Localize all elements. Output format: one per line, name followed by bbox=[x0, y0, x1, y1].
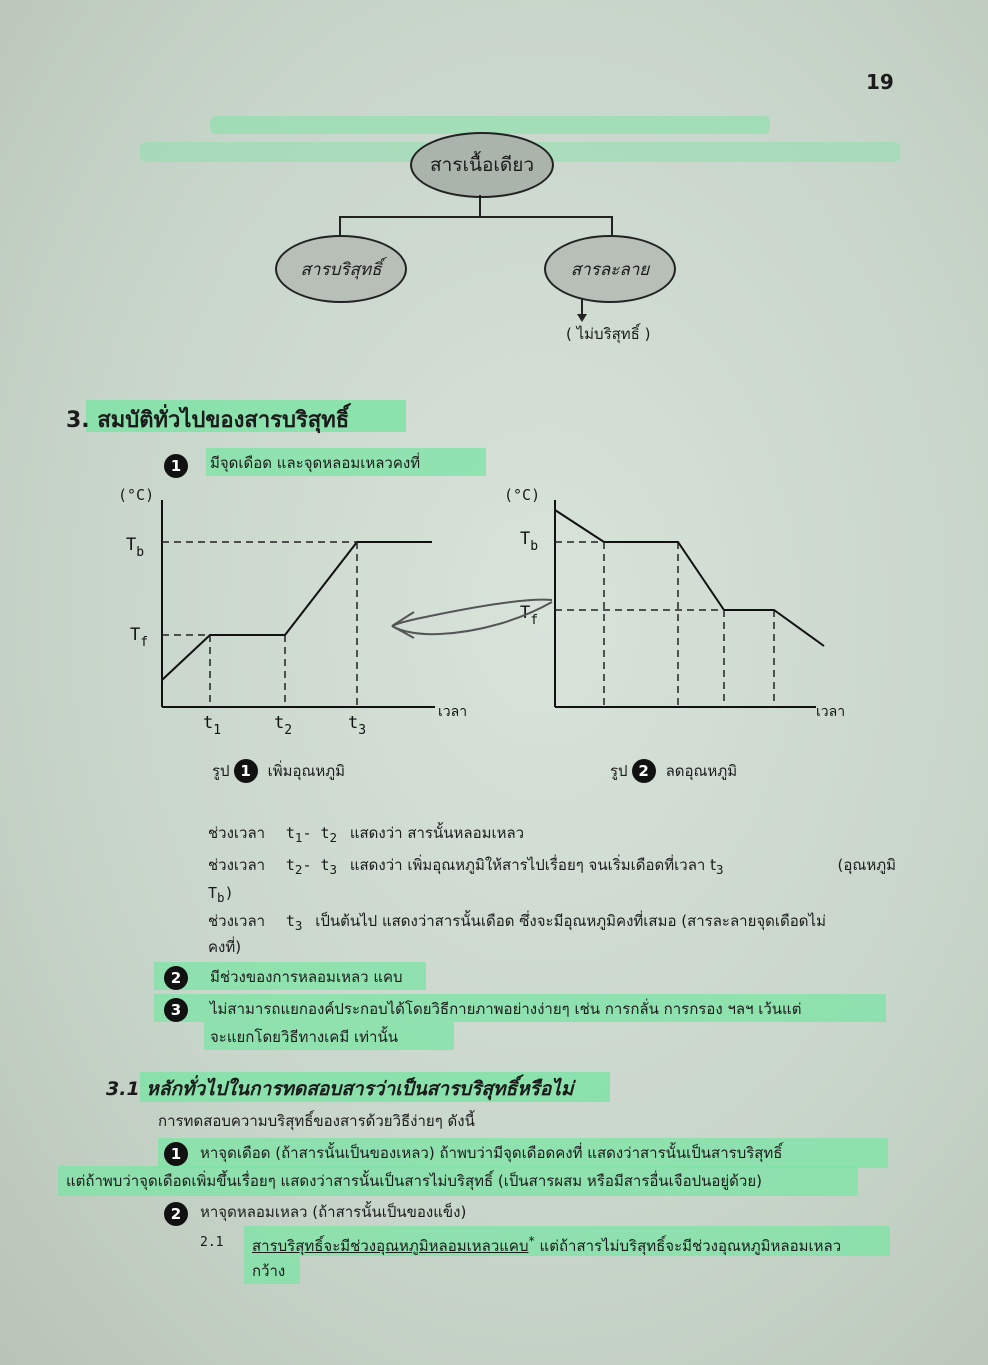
solution-node bbox=[544, 235, 676, 303]
arrow-down-icon bbox=[577, 314, 587, 322]
graph1-t2-label: $t_2$ bbox=[274, 713, 293, 738]
item1-text: มีจุดเดือด และจุดหลอมเหลวคงที่ bbox=[210, 454, 421, 472]
graph2-caption bbox=[610, 758, 737, 784]
explanation-line-1: ช่วงเวลา $t_1-$ $t_2$ แสดงว่า สารนั้นหลอมเหลว bbox=[208, 824, 525, 845]
graph1-t3-label: $t_3$ bbox=[348, 713, 367, 738]
root-node-label: สารเนื้อเดียว bbox=[430, 154, 534, 176]
p1-number: 1 bbox=[164, 1142, 188, 1166]
section31-heading: 3.1 หลักทั่วไปในการทดสอบสารว่าเป็นสารบริสุทธิ์หรือไม่ bbox=[106, 1078, 574, 1100]
graph2-tb-label: $T_b$ bbox=[520, 529, 539, 554]
item3-text-1: ไม่สามารถแยกองค์ประกอบได้โดยวิธีกายภาพอย่างง่ายๆ เช่น การกลั่น การกรอง ฯลฯ เว้นแต่ bbox=[210, 1000, 802, 1018]
connector-horizontal bbox=[339, 216, 613, 218]
graph1-caption-prefix: รูป bbox=[212, 762, 230, 780]
graph1-tf-label: $T_f$ bbox=[130, 625, 149, 650]
graph1-caption-number: 1 bbox=[234, 759, 258, 783]
graph2-y-unit: (°C) bbox=[504, 486, 541, 504]
pure-substance-label: สารบริสุทธิ์ bbox=[300, 259, 382, 280]
explanation-line-2b: $T_b$) bbox=[208, 884, 234, 905]
section3-heading: 3. สมบัติทั่วไปของสารบริสุทธิ์ bbox=[66, 408, 350, 433]
graph1-t1-label: $t_1$ bbox=[203, 713, 222, 738]
p21-text-2: กว้าง bbox=[252, 1262, 286, 1280]
root-node bbox=[410, 132, 554, 198]
solution-label: สารละลาย bbox=[570, 259, 650, 280]
p1-text-1: หาจุดเดือด (ถ้าสารนั้นเป็นของเหลว) ถ้าพบว่ามีจุดเดือดคงที่ แสดงว่าสารนั้นเป็นสารบริสุทธิ์ bbox=[200, 1144, 783, 1162]
handdrawn-arrow-icon bbox=[380, 590, 560, 650]
connector-vertical bbox=[479, 195, 481, 217]
graph1-caption-text: เพิ่มอุณหภูมิ bbox=[267, 762, 346, 780]
graph1-tb-label: $T_b$ bbox=[126, 535, 145, 560]
p2-text-1: หาจุดหลอมเหลว (ถ้าสารนั้นเป็นของแข็ง) bbox=[200, 1203, 467, 1221]
item3-number: 3 bbox=[164, 998, 188, 1022]
graph2-x-label: เวลา bbox=[816, 704, 846, 720]
graph1-caption bbox=[212, 758, 345, 784]
graph2-caption-prefix: รูป bbox=[610, 762, 628, 780]
item2-text: มีช่วงของการหลอมเหลว แคบ bbox=[210, 968, 403, 986]
graph1-x-label: เวลา bbox=[438, 704, 468, 720]
graph2-curve bbox=[555, 510, 824, 646]
p1-text-2: แต่ถ้าพบว่าจุดเดือดเพิ่มขึ้นเรื่อยๆ แสดงว่าสารนั้นเป็นสารไม่บริสุทธิ์ (เป็นสารผสม หรือมีสารอื่นเจือปนอยู่ด้วย) bbox=[66, 1172, 762, 1190]
impure-note: ( ไม่บริสุทธิ์ ) bbox=[566, 325, 651, 343]
explanation-line-2: ช่วงเวลา $t_2-$ $t_3$ แสดงว่า เพิ่มอุณหภูมิให้สารไปเรื่อยๆ จนเริ่มเดือดที่เวลา $t_3$ (อุณหภูมิ bbox=[208, 856, 896, 877]
connector-left bbox=[339, 216, 341, 236]
graph2-caption-text: ลดอุณหภูมิ bbox=[665, 762, 738, 780]
graph2-tf-label: $T_f$ bbox=[520, 603, 539, 628]
item3-text-2: จะแยกโดยวิธีทางเคมี เท่านั้น bbox=[210, 1028, 398, 1046]
item1-number: 1 bbox=[164, 454, 188, 478]
page-number: 19 bbox=[866, 70, 894, 94]
section31-intro: การทดสอบความบริสุทธิ์ของสารด้วยวิธีง่ายๆ ดังนี้ bbox=[158, 1112, 475, 1130]
explanation-line-3b: คงที่) bbox=[208, 938, 242, 956]
p2-number: 2 bbox=[164, 1202, 188, 1226]
graph2-caption-number: 2 bbox=[632, 759, 656, 783]
item2-number-front: 2 bbox=[164, 966, 188, 990]
graph1-y-unit: (°C) bbox=[118, 486, 155, 504]
explanation-line-3: ช่วงเวลา $t_3$ เป็นต้นไป แสดงว่าสารนั้นเดือด ซึ่งจะมีอุณหภูมิคงที่เสมอ (สารละลายจุดเดือดไม่ bbox=[208, 912, 826, 933]
connector-right bbox=[611, 216, 613, 236]
pure-substance-node bbox=[275, 235, 407, 303]
p21-number: 2.1 bbox=[200, 1235, 224, 1250]
p21-text-1: สารบริสุทธิ์จะมีช่วงอุณหภูมิหลอมเหลวแคบ* แต่ถ้าสารไม่บริสุทธิ์จะมีช่วงอุณหภูมิหลอมเหลว bbox=[252, 1233, 842, 1255]
